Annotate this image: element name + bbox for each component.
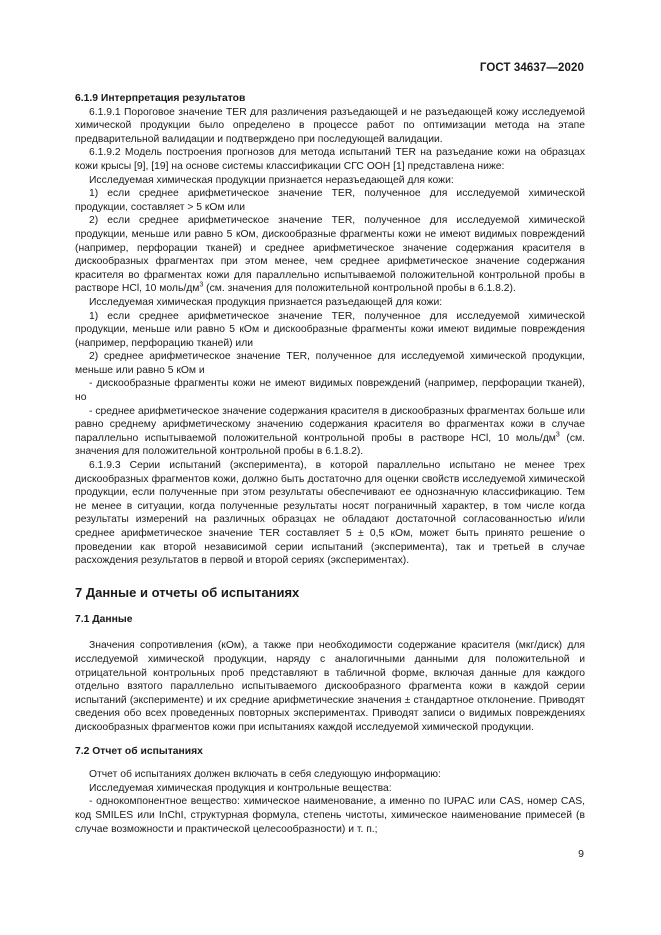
text-main: 2) если среднее арифметическое значение TER, полученное для исследуемой химической продукции, меньше или равно 5 кОм, дискообразные фрагменты кожи не имеют видимых повреждений (например, перфорации тканей) и среднее арифметическое значение содержания красителя в дискообразных фрагментах при этом менее, чем среднее арифметическое значение содержания красителя во фрагментах кожи для параллельно испытываемой положительной контрольной пробы в растворе HCl, 10 моль/дм <box>75 215 585 295</box>
spacer <box>75 735 585 745</box>
paragraph-non-corrosive-2 <box>75 214 585 296</box>
paragraph-7-2-intro: Отчет об испытаниях должен включать в себя следующую информацию: <box>89 769 441 781</box>
paragraph-corrosive-2a: - дискообразные фрагменты кожи не имеют видимых повреждений (например, перфорации тканей), но <box>75 378 585 404</box>
paragraph-6-1-9-1: 6.1.9.1 Пороговое значение TER для различения разъедающей и не разъедающей кожу исследуемой химической продукции было определено в процессе работ по оптимизации метода на этапе предварительной валидации и подтверждено при последующей валидации. <box>75 106 585 145</box>
paragraph-7-1: Значения сопротивления (кОм), а также при необходимости содержание красителя (мкг/диск) для исследуемой химической продукции, наряду с аналогичными данными для положительной и отрицательной контрольных проб представляют в табличной форме, включая данные для каждого отдельно взятого параллельно испытываемого дискообразного фрагмента кожи в каждой серии испытаний (эксперименте) и их средние арифметические значения ± стандартное отклонение. Приводят сведения обо всех проведенных повторных экспериментах. Приводят записи о видимых повреждениях дискообразных фрагментов кожи при испытаниях каждой исследуемой химической продукции. <box>75 640 585 733</box>
text-main: - среднее арифметическое значение содержания красителя в дискообразных фрагментах больше или равно среднему арифметическому значению содержания красителя во фрагментах кожи в случае параллельно испытываемой положительной контрольной пробы в растворе HCl, 10 моль/дм <box>75 405 585 444</box>
paragraph-corrosive-1: 1) если среднее арифметическое значение TER, полученное для исследуемой химической продукции, меньше или равно 5 кОм и дискообразные фрагменты кожи имеют видимые повреждения (например, перфорацию тканей) или <box>75 310 585 349</box>
superscript: 3 <box>199 281 204 289</box>
heading-7-2: 7.2 Отчет об испытаниях <box>75 745 203 757</box>
text-tail: (см. значения для положительной контрольной пробы в 6.1.8.2). <box>75 432 585 458</box>
paragraph-corrosive-2b <box>75 405 585 459</box>
spacer <box>75 626 585 639</box>
document-body <box>75 92 585 836</box>
spacer <box>75 601 585 613</box>
heading-7-1: 7.1 Данные <box>75 613 133 625</box>
paragraph-corrosive-intro: Исследуемая химическая продукция признается разъедающей для кожи: <box>89 296 443 308</box>
paragraph-corrosive-2: 2) среднее арифметическое значение TER, полученное для исследуемой химической продукции, меньше или равно 5 кОм и <box>75 351 585 376</box>
spacer <box>75 758 585 768</box>
spacer <box>75 568 585 585</box>
heading-6-1-9: 6.1.9 Интерпретация результатов <box>75 93 246 104</box>
paragraph-6-1-9-2: 6.1.9.2 Модель построения прогнозов для метода испытаний TER на разъедание кожи на образцах кожи крысы [9], [19] на основе системы классификации СГС ООН [1] представлена ниже: <box>75 147 585 172</box>
superscript: 3 <box>555 431 560 439</box>
page-number: 9 <box>578 848 584 860</box>
text-tail: (см. значения для положительной контрольной пробы в 6.1.8.2). <box>203 283 516 295</box>
paragraph-non-corrosive-intro: Исследуемая химическая продукции признается неразъедающей для кожи: <box>89 174 454 186</box>
paragraph-7-2-single-component: - однокомпонентное вещество: химическое наименование, а именно по IUPAC или CAS, номер CAS, код SMILES или InChI, структурная формула, степень чистоты, химическое наименование примесей (в случае возможности и практической целесообразности) и т. п.; <box>75 796 585 835</box>
paragraph-non-corrosive-1: 1) если среднее арифметическое значение TER, полученное для исследуемой химической продукции, составляет > 5 кОм или <box>75 188 585 213</box>
paragraph-7-2-substances: Исследуемая химическая продукция и контрольные вещества: <box>89 782 392 794</box>
paragraph-6-1-9-3: 6.1.9.3 Серии испытаний (эксперимента), в которой параллельно испытано не менее трех дискообразных фрагментов кожи, должно быть достаточно для оценки свойств исследуемой химической продукции, если полученные при этом результаты обеспечивают ее однозначную классификацию. Тем не менее в ситуации, когда полученные результаты носят пограничный характер, в том числе когда результаты измерений на различных образцах не обладают достаточной согласованностью и/или среднее арифметическое значение TER составляет 5 ± 0,5 кОм, может быть принято решение о проведении как второй независимой серии испытаний (эксперимента), так и третьей в случае расхождения результатов в первой и второй сериях (экспериментах). <box>75 460 585 567</box>
heading-section-7: 7 Данные и отчеты об испытаниях <box>75 584 300 600</box>
document-header-id: ГОСТ 34637—2020 <box>479 62 584 74</box>
